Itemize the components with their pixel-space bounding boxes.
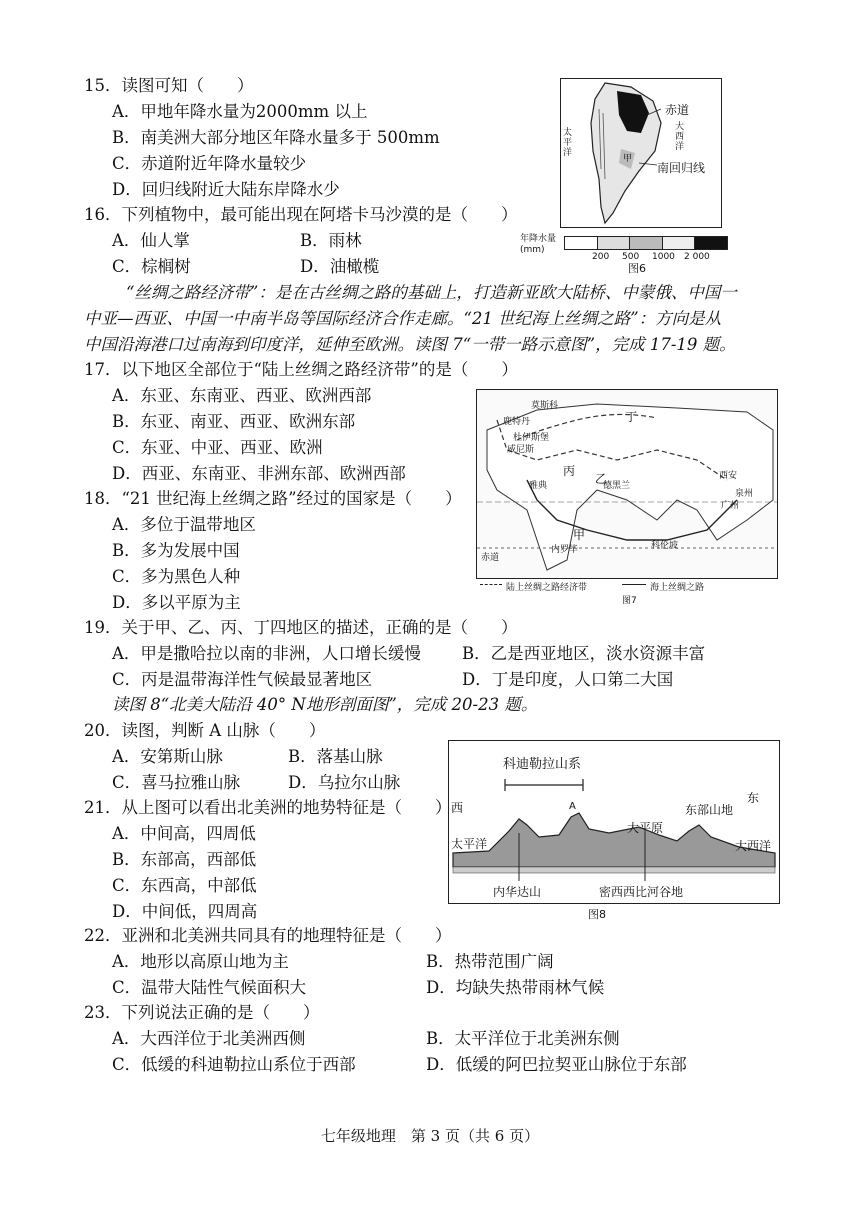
q16-option-c: C．棕榈树 <box>112 257 191 276</box>
region-ding: 丁 <box>625 410 638 424</box>
legend-land-line <box>480 584 502 585</box>
q17-option-a: A．东亚、东南亚、西亚、欧洲西部 <box>112 386 372 405</box>
pacific-label: 太平洋 <box>563 128 573 158</box>
q23-stem: 23．下列说法正确的是（ ） <box>84 1003 320 1022</box>
fig7-caption: 图7 <box>622 596 637 606</box>
q23-option-c: C．低缓的科迪勒拉山系位于西部 <box>112 1055 356 1074</box>
q22-option-c: C．温带大陆性气候面积大 <box>112 978 307 997</box>
legend-land: 陆上丝绸之路经济带 <box>506 583 588 593</box>
q21-option-c: C．东西高，中部低 <box>112 876 257 895</box>
q19-option-a: A．甲是撒哈拉以南的非洲，人口增长缓慢 <box>112 644 421 663</box>
region-jia: 甲 <box>573 528 586 542</box>
q20-option-b: B．落基山脉 <box>288 747 383 766</box>
q21-option-a: A．中间高，四周低 <box>112 824 256 843</box>
place-colombo: 科伦坡 <box>651 541 679 551</box>
mississippi-label: 密西西比河谷地 <box>599 885 684 899</box>
q22-option-b: B．热带范围广阔 <box>426 952 554 971</box>
place-xian: 西安 <box>719 471 738 481</box>
fig8-caption: 图8 <box>588 908 606 921</box>
q16-option-d: D．油橄榄 <box>300 257 380 276</box>
legend-tick: 2 000 <box>684 252 710 262</box>
a-label: A <box>569 801 576 812</box>
q23-option-b: B．太平洋位于北美洲东侧 <box>426 1029 620 1048</box>
great-plains-label: 大平原 <box>627 821 664 835</box>
nevada-label: 内华达山 <box>493 885 542 899</box>
equator-label: 赤道 <box>481 553 500 563</box>
q21-option-b: B．东部高，西部低 <box>112 850 257 869</box>
q22-stem: 22．亚洲和北美洲共同具有的地理特征是（ ） <box>84 926 452 945</box>
intro-17-line3: 中国沿海港口过南海到印度洋，延伸至欧洲。读图 7“一带一路示意图”，完成 17-19 题。 <box>84 335 736 354</box>
atlantic-label: 大西洋 <box>735 839 772 853</box>
q22-option-a: A．地形以高原山地为主 <box>112 952 289 971</box>
legend-sea: 海上丝绸之路 <box>650 583 705 593</box>
legend-title: 年降水量(mm) <box>520 234 557 255</box>
q19-stem: 19．关于甲、乙、丙、丁四地区的描述，正确的是（ ） <box>84 618 518 637</box>
q15-option-c: C．赤道附近年降水量较少 <box>112 154 307 173</box>
terrain-profile <box>449 741 779 903</box>
eastern-highlands-label: 东部山地 <box>685 803 734 817</box>
q17-option-c: C．东亚、中亚、西亚、欧洲 <box>112 438 323 457</box>
q16-option-a: A．仙人掌 <box>112 231 190 250</box>
q20-option-c: C．喜马拉雅山脉 <box>112 773 241 792</box>
intro-20: 读图 8“北美大陆沿 40° N地形剖面图”，完成 20-23 题。 <box>112 695 538 714</box>
q17-option-d: D．西亚、东南亚、非洲东部、欧洲西部 <box>112 464 406 483</box>
place-nairobi: 内罗毕 <box>551 545 579 555</box>
q19-option-b: B．乙是西亚地区，淡水资源丰富 <box>462 644 706 663</box>
q18-option-a: A．多位于温带地区 <box>112 515 256 534</box>
place-venice: 威尼斯 <box>507 445 535 455</box>
q15-option-a: A．甲地年降水量为2000mm 以上 <box>112 102 368 121</box>
q17-option-b: B．东亚、南亚、西亚、欧洲东部 <box>112 412 356 431</box>
figure-7 <box>476 389 778 579</box>
q19-option-d: D．丁是印度，人口第二大国 <box>462 670 674 689</box>
figure-6 <box>560 78 722 228</box>
east-label: 东 <box>747 791 760 805</box>
place-athens: 雅典 <box>529 481 548 491</box>
place-rotterdam: 鹿特丹 <box>503 417 531 427</box>
place-duisburg: 杜伊斯堡 <box>513 433 550 443</box>
region-bing: 丙 <box>563 464 576 478</box>
q23-option-a: A．大西洋位于北美洲西侧 <box>112 1029 306 1048</box>
jia-label: 甲 <box>623 154 633 164</box>
q16-option-b: B．雨林 <box>300 231 362 250</box>
q20-option-a: A．安第斯山脉 <box>112 747 223 766</box>
q15-option-b: B．南美洲大部分地区年降水量多于 500mm <box>112 128 440 147</box>
south-america-map <box>561 79 721 227</box>
region-yi: 乙 <box>595 472 608 486</box>
q15-stem: 15．读图可知（ ） <box>84 76 254 95</box>
q21-option-d: D．中间低，四周高 <box>112 902 258 921</box>
q23-option-d: D．低缓的阿巴拉契亚山脉位于东部 <box>426 1055 687 1074</box>
q16-stem: 16．下列植物中，最可能出现在阿塔卡马沙漠的是（ ） <box>84 205 518 224</box>
fig7-legend <box>480 580 780 594</box>
fig6-legend <box>520 234 730 270</box>
q20-stem: 20．读图，判断 A 山脉（ ） <box>84 721 326 740</box>
tropic-label: 南回归线 <box>657 161 706 175</box>
atlantic-label: 大西洋 <box>675 122 685 152</box>
q15-option-d: D．回归线附近大陆东岸降水少 <box>112 180 340 199</box>
q20-option-d: D．乌拉尔山脉 <box>288 773 401 792</box>
pacific-label: 太平洋 <box>451 837 488 851</box>
q21-stem: 21．从上图可以看出北美洲的地势特征是（ ） <box>84 798 452 817</box>
legend-tick: 500 <box>622 252 640 262</box>
place-guangzhou: 广州 <box>721 501 740 511</box>
page-footer: 七年级地理 第 3 页（共 6 页） <box>320 1127 540 1145</box>
q18-stem: 18．“21 世纪海上丝绸之路”经过的国家是（ ） <box>84 489 462 508</box>
place-quanzhou: 泉州 <box>735 489 754 499</box>
q17-stem: 17．以下地区全部位于“陆上丝绸之路经济带”的是（ ） <box>84 360 518 379</box>
q18-option-c: C．多为黑色人种 <box>112 567 241 586</box>
figure-8 <box>448 740 780 904</box>
legend-tick: 1000 <box>652 252 675 262</box>
equator-label: 赤道 <box>665 103 690 117</box>
q18-option-b: B．多为发展中国 <box>112 541 240 560</box>
intro-17-line2: 中亚—西亚、中国一中南半岛等国际经济合作走廊。“21 世纪海上丝绸之路”：方向是从 <box>84 309 722 328</box>
legend-sea-line <box>622 584 646 585</box>
q22-option-d: D．均缺失热带雨林气候 <box>426 978 605 997</box>
place-moscow: 莫斯科 <box>531 401 559 411</box>
place-tehran: 德黑兰 <box>603 481 631 491</box>
legend-bar <box>564 236 728 250</box>
q18-option-d: D．多以平原为主 <box>112 593 241 612</box>
intro-17-line1: “丝绸之路经济带”：是在古丝绸之路的基础上，打造新亚欧大陆桥、中蒙俄、中国一 <box>126 283 737 302</box>
fig6-caption: 图6 <box>628 262 646 275</box>
q19-option-c: C．丙是温带海洋性气候最显著地区 <box>112 670 373 689</box>
cordillera-label: 科迪勒拉山系 <box>503 757 582 772</box>
west-label: 西 <box>451 801 464 815</box>
legend-tick: 200 <box>592 252 610 262</box>
